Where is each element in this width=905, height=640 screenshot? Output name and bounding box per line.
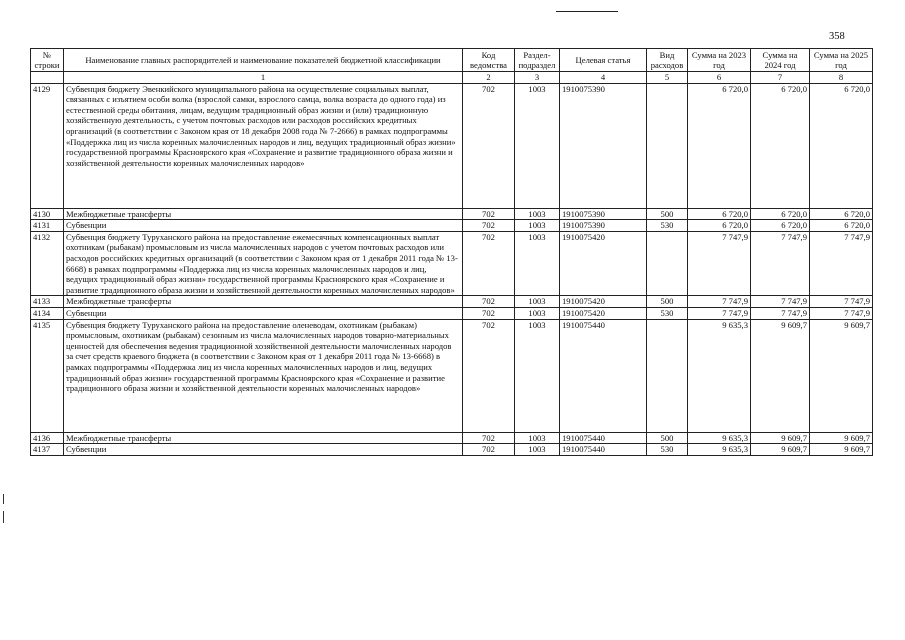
row-section: 1003 <box>515 444 560 456</box>
row-sum-2025: 7 747,9 <box>810 307 873 319</box>
row-sum-2024: 7 747,9 <box>751 296 810 308</box>
column-number: 8 <box>810 72 873 84</box>
row-sum-2023: 7 747,9 <box>688 296 751 308</box>
column-number: 1 <box>64 72 463 84</box>
row-dept: 702 <box>463 319 515 432</box>
table-row <box>31 432 873 444</box>
header-name: Наименование главных распорядителей и наименование показателей бюджетной классификации <box>64 49 463 72</box>
row-sum-2024: 6 720,0 <box>751 208 810 220</box>
column-number: 5 <box>647 72 688 84</box>
row-target: 1910075420 <box>560 307 647 319</box>
column-number: 4 <box>560 72 647 84</box>
row-sum-2023: 6 720,0 <box>688 83 751 208</box>
top-rule <box>556 11 618 12</box>
column-number: 2 <box>463 72 515 84</box>
row-dept: 702 <box>463 432 515 444</box>
header-exptype: Вид расходов <box>647 49 688 72</box>
row-number: 4135 <box>31 319 64 432</box>
header-num: № строки <box>31 49 64 72</box>
row-section: 1003 <box>515 208 560 220</box>
row-sum-2024: 9 609,7 <box>751 444 810 456</box>
row-name: Межбюджетные трансферты <box>64 296 463 308</box>
margin-mark <box>3 511 4 523</box>
row-exptype: 530 <box>647 444 688 456</box>
row-dept: 702 <box>463 208 515 220</box>
header-section: Раздел-подраздел <box>515 49 560 72</box>
column-number-row <box>31 72 873 84</box>
row-number: 4136 <box>31 432 64 444</box>
row-section: 1003 <box>515 307 560 319</box>
row-sum-2024: 6 720,0 <box>751 220 810 232</box>
header-row <box>31 49 873 72</box>
header-dept: Код ведомства <box>463 49 515 72</box>
table-row <box>31 231 873 296</box>
row-target: 1910075420 <box>560 231 647 296</box>
table-row <box>31 296 873 308</box>
row-sum-2024: 7 747,9 <box>751 231 810 296</box>
row-exptype: 500 <box>647 296 688 308</box>
column-number: 7 <box>751 72 810 84</box>
row-sum-2023: 9 635,3 <box>688 444 751 456</box>
table-row <box>31 444 873 456</box>
budget-table <box>30 48 873 456</box>
row-sum-2025: 6 720,0 <box>810 220 873 232</box>
table-row <box>31 307 873 319</box>
row-number: 4137 <box>31 444 64 456</box>
row-target: 1910075390 <box>560 208 647 220</box>
row-exptype: 530 <box>647 220 688 232</box>
row-sum-2024: 7 747,9 <box>751 307 810 319</box>
table-row <box>31 208 873 220</box>
margin-mark <box>3 494 4 504</box>
row-section: 1003 <box>515 296 560 308</box>
row-section: 1003 <box>515 220 560 232</box>
row-target: 1910075390 <box>560 83 647 208</box>
row-sum-2025: 6 720,0 <box>810 83 873 208</box>
row-name: Субвенции <box>64 307 463 319</box>
row-number: 4129 <box>31 83 64 208</box>
row-name: Межбюджетные трансферты <box>64 432 463 444</box>
header-sum-2024: Сумма на 2024 год <box>751 49 810 72</box>
row-sum-2023: 7 747,9 <box>688 307 751 319</box>
row-target: 1910075390 <box>560 220 647 232</box>
row-sum-2023: 6 720,0 <box>688 220 751 232</box>
page-number: 358 <box>829 31 845 42</box>
row-name: Субвенция бюджету Эвенкийского муниципального района на осуществление социальных выплат, связанных с изъятием особи волка (взрослой самки, взрослого самца, волка возраста до одного года) из естественной среды обитания, лицам, ведущим традиционный образ жизни и (или) традиционную хозяйственную деятельность, с учетом почтовых расходов или расходов российских кредитных организаций (в соответствии с Законом края от 18 декабря 2008 года № 7-2666) в рамках подпрограммы «Поддержка лиц из числа коренных малочисленных народов и лиц, ведущих традиционный образ жизни» государственной программы Красноярского края «Сохранение и развитие традиционного образа жизни и хозяйственной деятельности коренных малочисленных народов» <box>64 83 463 208</box>
table-row <box>31 220 873 232</box>
row-name: Субвенции <box>64 444 463 456</box>
row-sum-2025: 9 609,7 <box>810 432 873 444</box>
header-sum-2023: Сумма на 2023 год <box>688 49 751 72</box>
table-row <box>31 83 873 208</box>
row-sum-2025: 7 747,9 <box>810 231 873 296</box>
row-exptype <box>647 231 688 296</box>
row-sum-2025: 9 609,7 <box>810 444 873 456</box>
row-section: 1003 <box>515 83 560 208</box>
row-sum-2023: 9 635,3 <box>688 319 751 432</box>
header-target: Целевая статья <box>560 49 647 72</box>
row-section: 1003 <box>515 432 560 444</box>
row-number: 4131 <box>31 220 64 232</box>
row-sum-2023: 6 720,0 <box>688 208 751 220</box>
row-target: 1910075440 <box>560 432 647 444</box>
row-dept: 702 <box>463 231 515 296</box>
row-name: Межбюджетные трансферты <box>64 208 463 220</box>
row-exptype: 500 <box>647 432 688 444</box>
row-name: Субвенция бюджету Туруханского района на предоставление оленеводам, охотникам (рыбакам) промысловым, охотникам (рыбакам) сезонным из числа малочисленных народов товарно-материальных ценностей для обеспечения ведения традиционной хозяйственной деятельности малочисленных народов за счет средств краевого бюджета (в соответствии с Законом края от 1 декабря 2011 года № 13-6668) в рамках подпрограммы «Поддержка лиц из числа коренных малочисленных народов и лиц, ведущих традиционный образ жизни» государственной программы Красноярского края «Сохранение и развитие традиционного образа жизни и хозяйственной деятельности коренных малочисленных народов» <box>64 319 463 432</box>
row-dept: 702 <box>463 307 515 319</box>
row-name: Субвенция бюджету Туруханского района на предоставление ежемесячных компенсационных выплат охотникам (рыбакам) промысловым из числа малочисленных народов с учетом почтовых расходов или расходов российских кредитных организаций (в соответствии с Законом края от 1 декабря 2011 года № 13-6668) в рамках подпрограммы «Поддержка лиц из числа коренных малочисленных народов и лиц, ведущих традиционный образ жизни» государственной программы Красноярского края «Сохранение и развитие традиционного образа жизни и хозяйственной деятельности коренных малочисленных народов» <box>64 231 463 296</box>
row-number: 4134 <box>31 307 64 319</box>
row-exptype <box>647 319 688 432</box>
row-sum-2025: 9 609,7 <box>810 319 873 432</box>
row-target: 1910075440 <box>560 444 647 456</box>
row-number: 4130 <box>31 208 64 220</box>
row-target: 1910075420 <box>560 296 647 308</box>
row-name: Субвенции <box>64 220 463 232</box>
column-number: 6 <box>688 72 751 84</box>
row-sum-2025: 7 747,9 <box>810 296 873 308</box>
row-exptype: 500 <box>647 208 688 220</box>
row-sum-2024: 9 609,7 <box>751 319 810 432</box>
row-sum-2023: 7 747,9 <box>688 231 751 296</box>
table-row <box>31 319 873 432</box>
row-sum-2024: 9 609,7 <box>751 432 810 444</box>
row-exptype <box>647 83 688 208</box>
row-sum-2024: 6 720,0 <box>751 83 810 208</box>
row-sum-2025: 6 720,0 <box>810 208 873 220</box>
header-sum-2025: Сумма на 2025 год <box>810 49 873 72</box>
row-dept: 702 <box>463 296 515 308</box>
row-sum-2023: 9 635,3 <box>688 432 751 444</box>
row-dept: 702 <box>463 444 515 456</box>
row-section: 1003 <box>515 231 560 296</box>
row-dept: 702 <box>463 83 515 208</box>
row-dept: 702 <box>463 220 515 232</box>
column-number: 3 <box>515 72 560 84</box>
row-target: 1910075440 <box>560 319 647 432</box>
row-exptype: 530 <box>647 307 688 319</box>
row-number: 4133 <box>31 296 64 308</box>
row-section: 1003 <box>515 319 560 432</box>
row-number: 4132 <box>31 231 64 296</box>
